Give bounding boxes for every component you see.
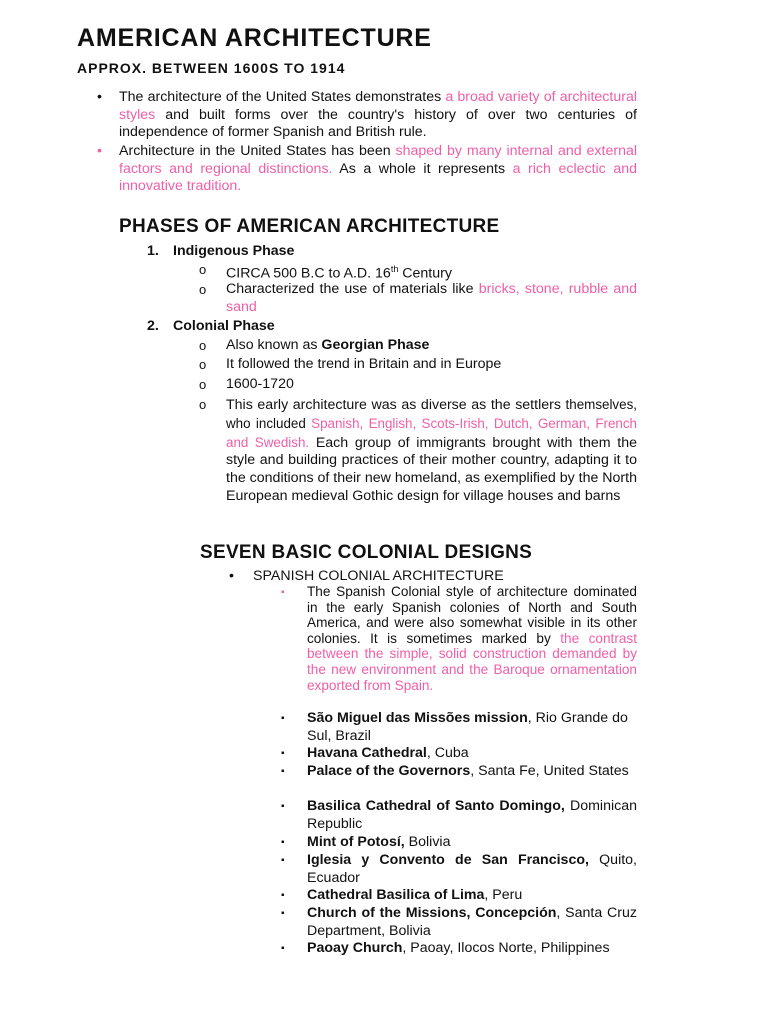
- highlight-text: shaped by many internal and external factors and regional distinctions.: [119, 143, 637, 177]
- list-item: ▪ Basilica Cathedral of Santo Domingo, Dominican Republic: [281, 798, 637, 832]
- page-title: AMERICAN ARCHITECTURE: [77, 24, 432, 52]
- phases-heading: PHASES OF AMERICAN ARCHITECTURE: [119, 216, 500, 237]
- square-bullet: ▪: [281, 908, 285, 919]
- list-item: ▪ Iglesia y Convento de San Francisco, Quito, Ecuador: [281, 852, 637, 886]
- bullet-marker: o: [199, 338, 207, 353]
- highlight-text: a rich eclectic and innovative tradition.: [119, 160, 637, 194]
- bullet-marker: o: [199, 397, 207, 412]
- square-bullet: ▪: [281, 748, 285, 759]
- spanish-colonial-heading: • SPANISH COLONIAL ARCHITECTURE: [229, 568, 504, 584]
- highlight-text: bricks, stone, rubble and sand: [226, 281, 638, 315]
- square-bullet: ▪: [281, 801, 285, 812]
- phase-1-item-1: o CIRCA 500 B.C to A.D. 16th Century: [199, 262, 452, 282]
- square-bullet: ▪: [281, 943, 285, 954]
- list-item: ▪ Palace of the Governors, Santa Fe, United States: [281, 763, 629, 779]
- square-bullet: ▪: [281, 587, 285, 598]
- intro-paragraph-1: • The architecture of the United States demonstrates a broad variety of architectural styles and built forms over the country's history of over two centuries of independence of former Spanish and British rule.: [97, 89, 638, 140]
- phase-2-item-3: o 1600-1720: [199, 376, 294, 392]
- square-bullet: ▪: [281, 766, 285, 777]
- list-item: ▪ Cathedral Basilica of Lima, Peru: [281, 887, 523, 903]
- list-item: ▪ Mint of Potosí, Bolivia: [281, 834, 451, 850]
- phase-1-item-2: o Characterized the use of materials like bricks, stone, rubble and sand: [199, 281, 638, 315]
- bullet-marker: •: [229, 568, 234, 584]
- bullet-marker: o: [199, 357, 207, 372]
- highlight-text: a broad variety of architectural styles: [119, 89, 638, 123]
- colonial-designs-heading: SEVEN BASIC COLONIAL DESIGNS: [200, 542, 533, 563]
- spanish-colonial-description: ▪ The Spanish Colonial style of architecture dominated in the early Spanish colonies of North and South America, and were also somewhat visible in its other colonies. It is sometimes marked by the contrast between the simple, solid construction demanded by the new environment and the Baroque ornamentation exported from Spain.: [281, 584, 637, 693]
- list-item: ▪ Church of the Missions, Concepción, Santa Cruz Department, Bolivia: [281, 905, 637, 939]
- phase-2-item-4: o This early architecture was as diverse as the settlers themselves, who included Spanish, English, Scots-Irish, Dutch, German, French and Swedish. Each group of immigrants brought with them the style and building practices of their mother country, adapting it to the conditions of their new homeland, as exemplified by the North European medieval Gothic design for village houses and barns: [199, 397, 637, 504]
- square-bullet: ▪: [281, 713, 285, 724]
- bullet-marker: •: [97, 89, 102, 105]
- square-bullet: ▪: [281, 890, 285, 901]
- phase-2-item-2: o It followed the trend in Britain and in Europe: [199, 356, 502, 372]
- square-bullet: ▪: [281, 837, 285, 848]
- intro-paragraph-2: • Architecture in the United States has been shaped by many internal and external factors and regional distinctions. As a whole it represents a rich eclectic and innovative tradition.: [97, 143, 637, 194]
- bullet-marker: o: [199, 282, 207, 297]
- square-bullet: ▪: [281, 855, 285, 866]
- list-item: ▪ São Miguel das Missões mission, Rio Grande do Sul, Brazil: [281, 710, 628, 744]
- list-item: ▪ Paoay Church, Paoay, Ilocos Norte, Philippines: [281, 940, 610, 956]
- highlight-text: Spanish, English, Scots-Irish, Dutch, German, French and Swedish.: [226, 415, 637, 450]
- phase-2-label: 2. Colonial Phase: [147, 318, 275, 334]
- list-item: ▪ Havana Cathedral, Cuba: [281, 745, 469, 761]
- bullet-marker: •: [97, 143, 102, 159]
- highlight-text: the contrast between the simple, solid construction demanded by the new environment and the Baroque ornamentation exported from Spain.: [307, 630, 637, 693]
- bullet-marker: o: [199, 377, 207, 392]
- bullet-marker: o: [199, 262, 207, 277]
- phase-2-item-1: o Also known as Georgian Phase: [199, 337, 430, 353]
- phase-1-label: 1. Indigenous Phase: [147, 243, 295, 259]
- page-subtitle: APPROX. BETWEEN 1600S TO 1914: [77, 60, 346, 76]
